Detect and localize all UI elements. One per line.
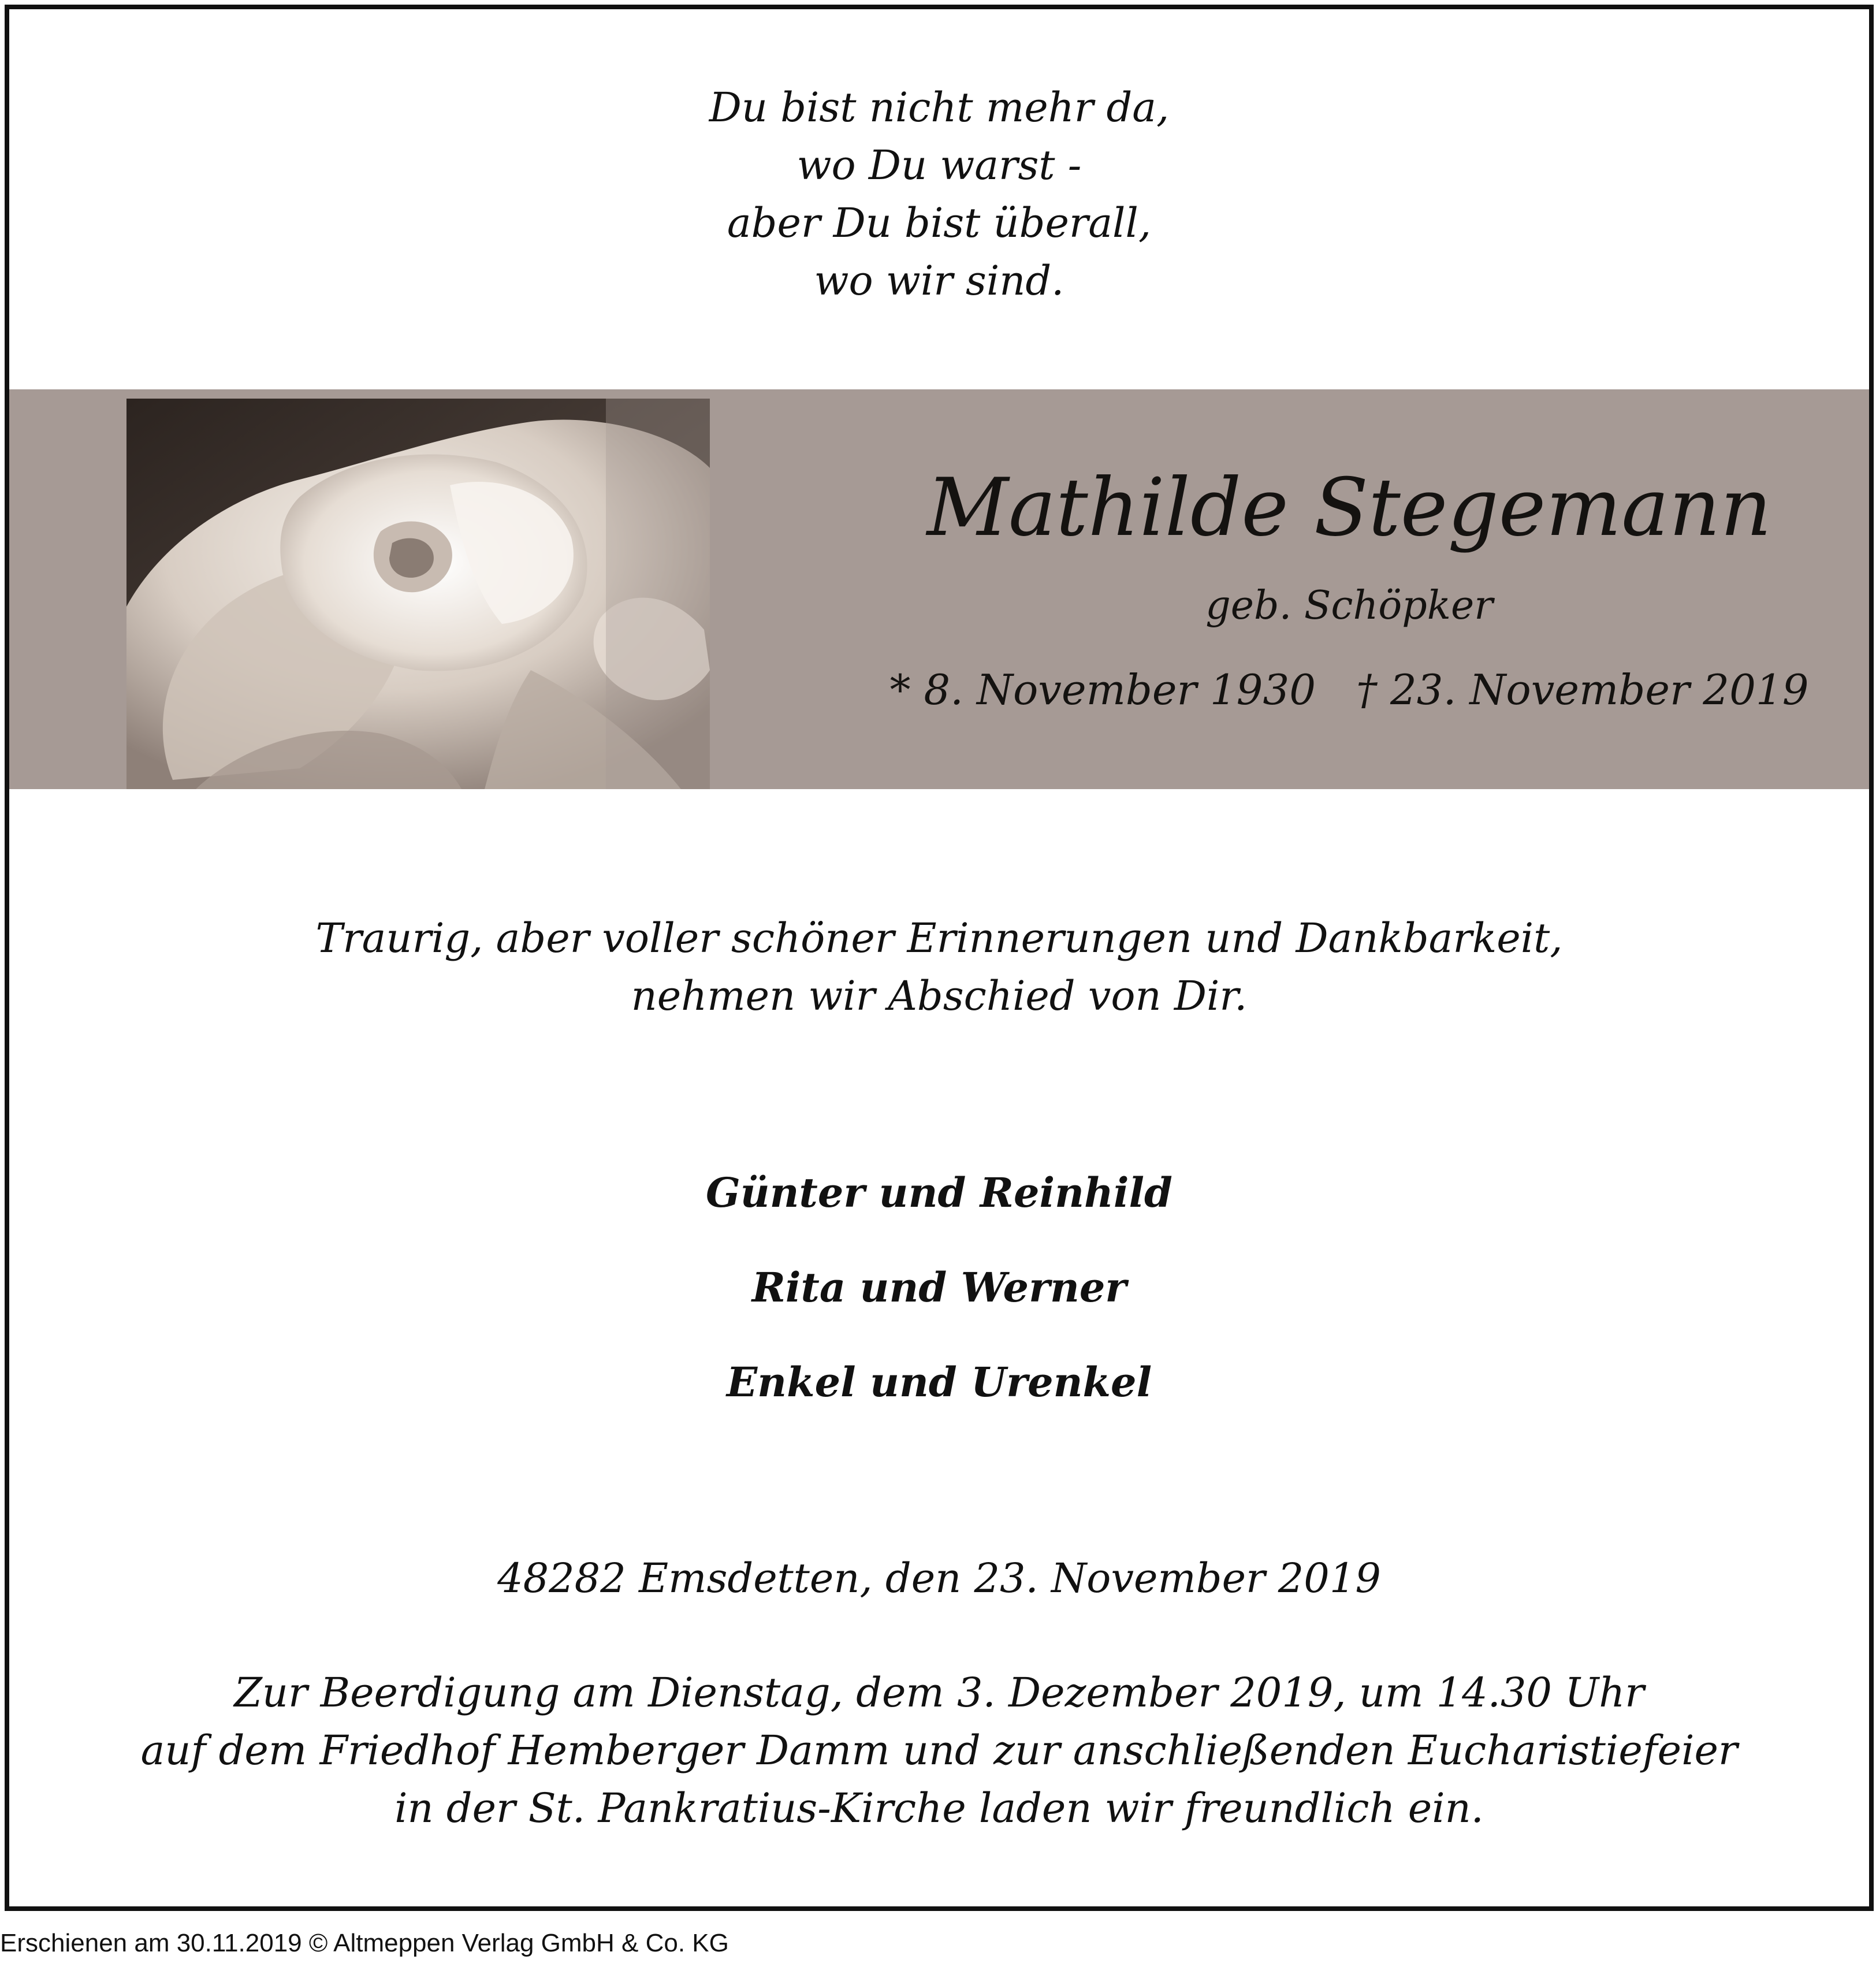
- family-line: Rita und Werner: [751, 1263, 1127, 1311]
- deceased-name: Mathilde Stegemann: [926, 461, 1772, 554]
- publication-footer: Erschienen am 30.11.2019 © Altmeppen Verlag GmbH & Co. KG: [0, 1929, 729, 1957]
- farewell-text: [9, 909, 1869, 1025]
- family-line: Enkel und Urenkel: [726, 1358, 1152, 1406]
- poem-line: Du bist nicht mehr da,: [709, 84, 1170, 131]
- funeral-line: auf dem Friedhof Hemberger Damm und zur anschließenden Eucharistiefeier: [140, 1727, 1738, 1774]
- poem-line: wo Du warst -: [796, 142, 1082, 189]
- obituary-frame: [5, 5, 1874, 1911]
- rose-image: [126, 399, 710, 789]
- poem: [9, 79, 1869, 310]
- life-dates: [876, 662, 1823, 717]
- funeral-info: [9, 1664, 1869, 1837]
- death-date: † 23. November 2019: [1356, 665, 1809, 714]
- farewell-line: Traurig, aber voller schöner Erinnerungen und Dankbarkeit,: [315, 914, 1563, 962]
- family-line: Günter und Reinhild: [705, 1169, 1172, 1217]
- name-banner: [9, 389, 1869, 789]
- place-date: 48282 Emsdetten, den 23. November 2019: [497, 1555, 1381, 1602]
- poem-line: aber Du bist überall,: [727, 199, 1152, 247]
- poem-line: wo wir sind.: [814, 257, 1064, 304]
- funeral-line: Zur Beerdigung am Dienstag, dem 3. Dezember 2019, um 14.30 Uhr: [234, 1669, 1644, 1716]
- birth-date: * 8. November 1930: [889, 665, 1316, 714]
- farewell-line: nehmen wir Abschied von Dir.: [631, 972, 1248, 1020]
- birth-name: geb. Schöpker: [1205, 583, 1493, 629]
- funeral-line: in der St. Pankratius-Kirche laden wir freundlich ein.: [394, 1784, 1484, 1832]
